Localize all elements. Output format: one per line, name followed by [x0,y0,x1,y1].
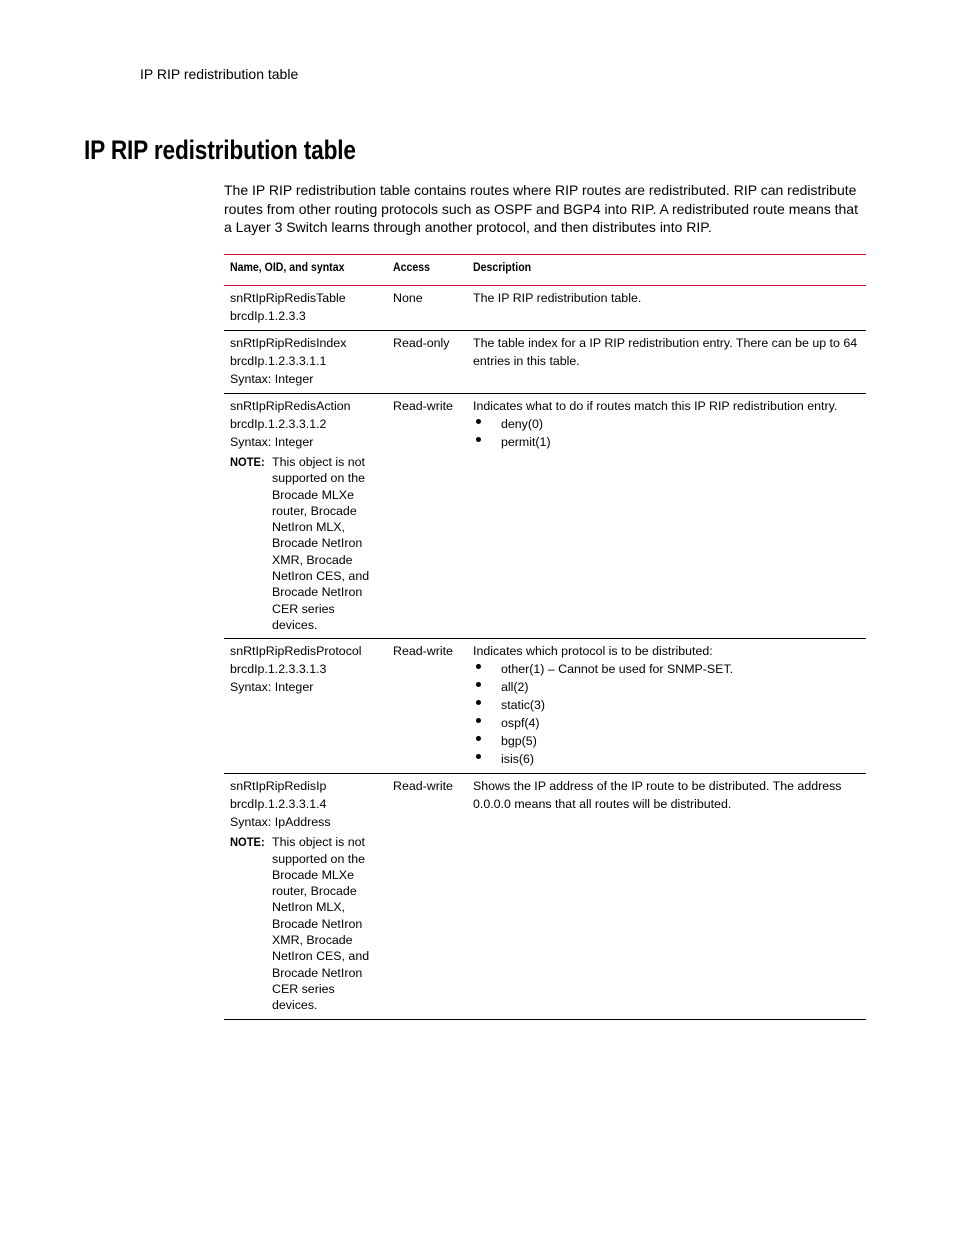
object-name: snRtIpRipRedisIndex [230,336,347,350]
description-text: The table index for a IP RIP redistribution entry. There can be up to 64 entries in this table. [473,336,858,368]
object-name-cell [224,394,387,639]
object-oid: brcdIp.1.2.3.3.1.3 [230,662,327,677]
object-oid: brcdIp.1.2.3.3.1.4 [230,797,327,812]
list-item [473,660,860,678]
list-item [473,750,860,768]
note-text: This object is not supported on the Brocade MLXe router, Brocade NetIron MLX, Brocade NetIron XMR, Brocade NetIron CES, and Brocade NetIron CER series devices. [272,455,370,632]
access-cell: Read-write [393,779,453,794]
column-header-name: Name, OID, and syntax [230,260,345,274]
mib-objects-table [224,254,866,1020]
list-item-text: ospf(4) [501,716,540,731]
description-cell [467,331,866,394]
note-text: This object is not supported on the Brocade MLXe router, Brocade NetIron MLX, Brocade NetIron XMR, Brocade NetIron CES, and Brocade NetIron CER series devices. [272,835,370,1013]
bullet-icon [476,664,481,669]
object-name-cell [224,639,387,774]
description-text: The IP RIP redistribution table. [473,291,642,305]
list-item-text: deny(0) [501,417,544,431]
bullet-icon [476,700,481,705]
bullet-icon [476,718,481,723]
object-syntax: Syntax: Integer [230,435,314,449]
object-name: snRtIpRipRedisProtocol [230,644,362,659]
list-item-text: all(2) [501,680,529,695]
bullet-icon [476,682,481,687]
access-cell: Read-write [393,644,453,659]
table-row [224,639,866,774]
table-row [224,774,866,1019]
description-cell [467,394,866,639]
object-oid: brcdIp.1.2.3.3.1.2 [230,417,327,431]
column-header-description: Description [473,260,532,274]
list-item [473,415,860,433]
column-header-access: Access [393,260,431,274]
object-syntax: Syntax: IpAddress [230,815,331,830]
object-oid: brcdIp.1.2.3.3.1.1 [230,354,327,368]
description-cell [467,286,866,331]
bullet-icon [476,754,481,759]
object-name-cell [224,774,387,1019]
access-cell: None [393,291,423,305]
list-item-text: isis(6) [501,752,535,767]
list-item-text: other(1) – Cannot be used for SNMP-SET. [501,662,734,677]
page-title: IP RIP redistribution table [84,135,356,165]
description-cell [467,774,866,1019]
list-item [473,714,860,732]
note [230,834,381,1013]
bullet-icon [476,419,481,424]
list-item-text: permit(1) [501,435,551,449]
intro-paragraph: The IP RIP redistribution table contains routes where RIP routes are redistributed. RIP can redistribute routes from other routing protocols such as OSPF and BGP4 into RIP. A redistributed route means that a Layer 3 Switch learns through another protocol, and then distributes into RIP. [224,182,858,235]
object-name-cell [224,286,387,331]
list-item-text: bgp(5) [501,734,537,749]
running-header: IP RIP redistribution table [140,66,299,82]
object-syntax: Syntax: Integer [230,680,314,695]
description-text: Shows the IP address of the IP route to be distributed. The address 0.0.0.0 means that all routes will be distributed. [473,779,842,812]
access-cell: Read-only [393,336,450,350]
table-header-row [224,255,866,286]
object-name: snRtIpRipRedisIp [230,779,327,794]
note-label: NOTE: [230,455,265,469]
table-row [224,394,866,639]
description-text: Indicates what to do if routes match this IP RIP redistribution entry. [473,399,838,413]
bullet-icon [476,736,481,741]
list-item [473,433,860,451]
access-cell: Read-write [393,399,453,413]
list-item [473,678,860,696]
object-name-cell [224,331,387,394]
list-item [473,732,860,750]
bullet-icon [476,437,481,442]
description-cell [467,639,866,774]
object-oid: brcdIp.1.2.3.3 [230,309,306,323]
description-text: Indicates which protocol is to be distributed: [473,644,713,659]
list-item-text: static(3) [501,698,546,713]
value-list [473,660,860,768]
value-list [473,415,860,451]
table-row [224,286,866,331]
object-name: snRtIpRipRedisTable [230,291,346,305]
note-label: NOTE: [230,835,265,850]
object-name: snRtIpRipRedisAction [230,399,351,413]
note [230,454,381,633]
table-row [224,331,866,394]
object-syntax: Syntax: Integer [230,372,314,386]
list-item [473,696,860,714]
